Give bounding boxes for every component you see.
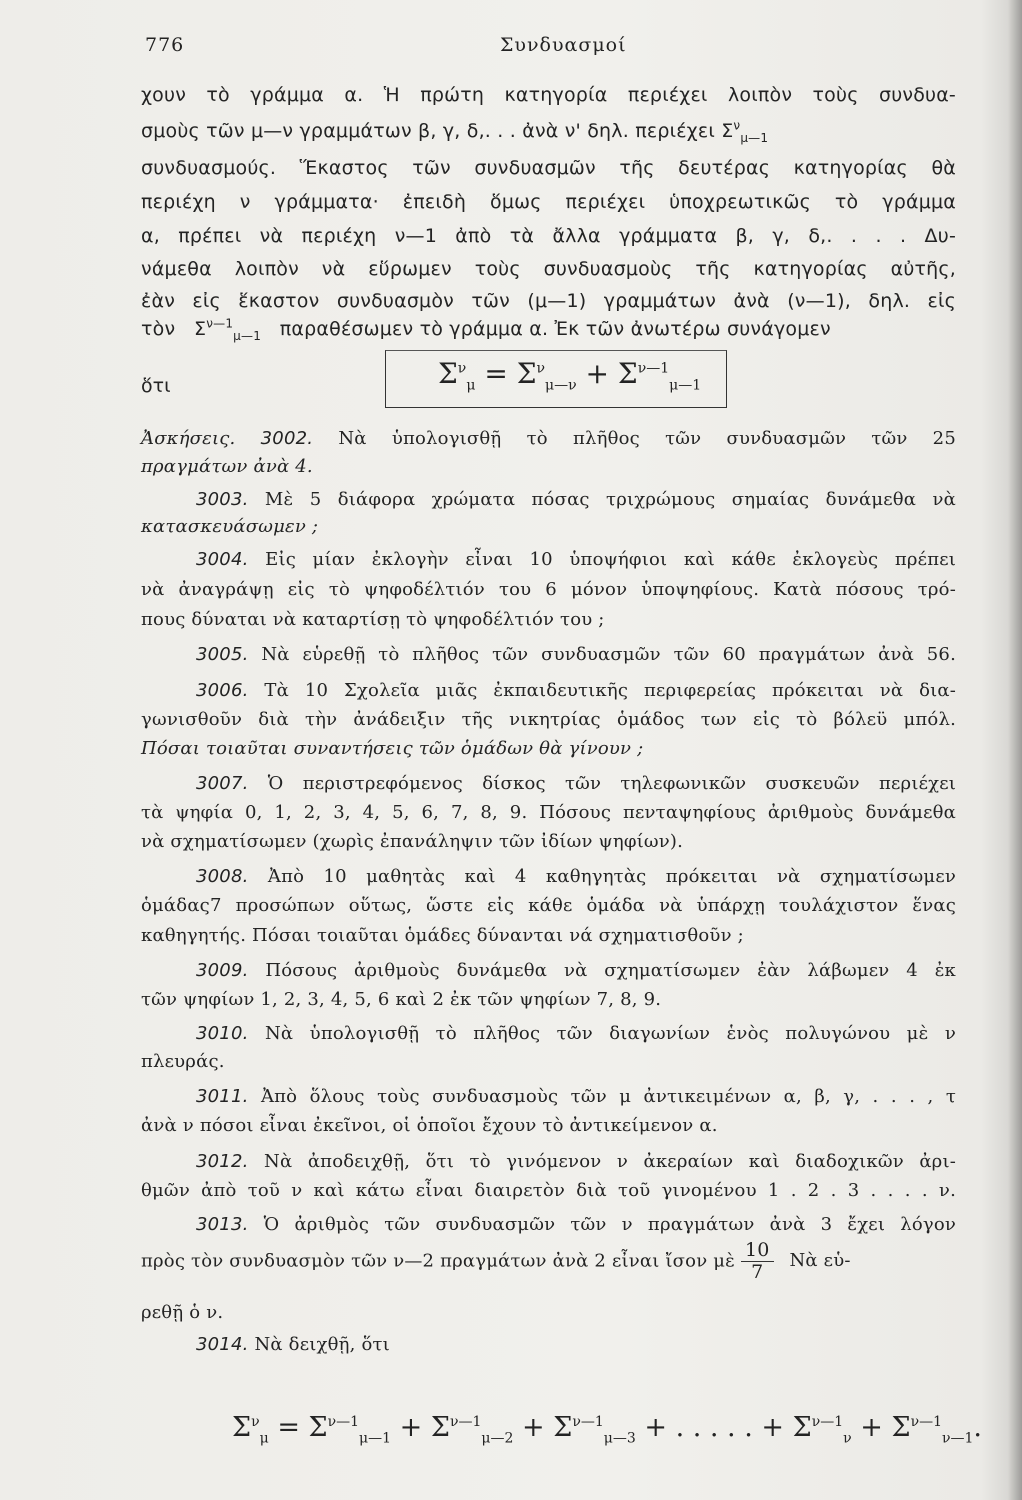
ff-e-sub: ν [843, 1430, 852, 1447]
fraction-numerator: 10 [741, 1240, 774, 1262]
ff-b-sub: μ—1 [359, 1430, 392, 1447]
exercise-3014-text-1: Νὰ δειχθῇ, ὅτι [254, 1334, 390, 1355]
exercise-3005-text-1: Νὰ εὑρεθῇ τὸ πλῆθος τῶν συνδυασμῶν τῶν 60 πραγμάτων ἀνὰ 56. [261, 644, 957, 665]
formula-sigma-3: Σ [617, 357, 638, 390]
ff-d-sub: μ—3 [603, 1430, 636, 1447]
exercise-3010-number: 3010. [196, 1023, 249, 1044]
exercise-3013-line-2 [141, 1240, 956, 1300]
fraction-denominator: 7 [751, 1260, 764, 1283]
exercise-3009-text-1: Πόσους ἀριθμοὺς δυνάμεθα νὰ σχηματίσωμεν ἐὰν λάβωμεν 4 ἐκ [265, 960, 957, 981]
intro-line-3: συνδυασμούς. Ἕκαστος τῶν συνδυασμῶν τῆς δευτέρας κατηγορίας θὰ [141, 157, 956, 179]
exercise-3008-line-2: ὁμάδας7 προσώπων οὕτως, ὥστε εἰς κάθε ὁμάδα νὰ ὑπάρχῃ τουλάχιστον ἕνας [141, 895, 956, 916]
formula-t1-sup: ν [457, 360, 467, 377]
exercise-3008-number: 3008. [196, 866, 249, 887]
ff-b-sup: ν—1 [327, 1414, 360, 1430]
intro-line-8-sub: μ—1 [233, 328, 262, 343]
exercise-3007-line-2: τὰ ψηφία 0, 1, 2, 3, 4, 5, 6, 7, 8, 9. Πόσους πενταψηφίους ἀριθμοὺς δυνάμεθα [141, 802, 956, 823]
exercise-3009-line-2: τῶν ψηφίων 1, 2, 3, 4, 5, 6 καὶ 2 ἐκ τῶν ψηφίων 7, 8, 9. [141, 989, 662, 1010]
exercise-3010-line-1 [141, 1023, 956, 1044]
ff-a-sup: ν [251, 1414, 260, 1430]
exercise-3007-line-3: νὰ σχηματίσωμεν (χωρὶς ἐπανάληψιν τῶν ἰδίων ψηφίων). [141, 831, 684, 852]
final-formula [232, 1412, 982, 1447]
exercise-3004-number: 3004. [196, 549, 249, 570]
exercise-3006-line-1 [141, 680, 956, 701]
exercise-3013-line-4: ρεθῇ ὁ ν. [141, 1302, 224, 1323]
exercise-3009-number: 3009. [196, 960, 249, 981]
ff-plus-3: + [644, 1412, 667, 1443]
exercise-3003-line-2: κατασκευάσωμεν ; [141, 516, 319, 537]
formula-sigma-2: Σ [516, 357, 537, 390]
exercise-3008-text-1: Ἀπὸ 10 μαθητὰς καὶ 4 καθηγητὰς πρόκειται νὰ σχηματίσωμεν [267, 866, 956, 887]
ff-dots: . . . . . [675, 1412, 753, 1443]
exercise-3013-text-2: πρὸς τὸν συνδυασμὸν τῶν ν—2 πραγμάτων ἀνὰ 2 εἶναι ἴσον μὲ [141, 1250, 736, 1272]
intro-line-7: ἐὰν εἰς ἕκαστον συνδυασμὸν τῶν (μ—1) γραμμάτων ἀνὰ (ν—1), δηλ. εἰς [141, 290, 956, 312]
exercise-3005-number: 3005. [196, 644, 249, 665]
exercise-3010-text-1: Νὰ ὑπολογισθῇ τὸ πλῆθος τῶν διαγωνίων ἑνὸς πολυγώνου μὲ ν [264, 1023, 956, 1044]
formula-t3-sup: ν—1 [637, 360, 670, 377]
exercise-3013-number: 3013. [196, 1214, 249, 1235]
ff-e-sup: ν—1 [811, 1414, 844, 1430]
exercise-3014-number: 3014. [196, 1334, 249, 1355]
ff-sigma-a: Σ [232, 1412, 252, 1443]
exercise-3013-line-1 [141, 1214, 956, 1235]
intro-line-5: α, πρέπει νὰ περιέχη ν—1 ἀπὸ τὰ ἄλλα γράμματα β, γ, δ,. . . . Δυ- [141, 225, 956, 247]
formula-eq: = [484, 357, 508, 390]
exercise-3011-number: 3011. [196, 1086, 249, 1107]
formula-t2-sup: ν [536, 360, 546, 377]
exercise-3004-line-2: νὰ ἀναγράψῃ εἰς τὸ ψηφοδέλτιόν του 6 μόνον ὑποψηφίους. Κατὰ πόσους τρό- [141, 579, 956, 600]
page-header [0, 30, 1022, 60]
ff-end: . [973, 1412, 982, 1443]
exercise-3002-line-1 [141, 428, 956, 449]
exercise-3009-line-1 [141, 960, 956, 981]
exercise-3006-line-3: Πόσαι τοιαῦται συναντήσεις τῶν ὁμάδων θὰ γίνουν ; [141, 738, 644, 759]
exercise-3007-number: 3007. [196, 773, 249, 794]
intro-line-8-sup: ν—1 [206, 316, 234, 331]
exercise-3011-line-2: ἀνὰ ν πόσοι εἶναι ἐκεῖνοι, οἱ ὁποῖοι ἔχουν τὸ ἀντικείμενον α. [141, 1115, 718, 1136]
page-edge [1008, 0, 1022, 1500]
ff-f-sup: ν—1 [910, 1414, 942, 1430]
oti-label: ὅτι [141, 375, 171, 397]
exercise-3008-line-3: καθηγητής. Πόσαι τοιαῦται ὁμάδες δύνανται νά σχηματισθοῦν ; [141, 925, 744, 946]
ff-sigma-e: Σ [792, 1412, 812, 1443]
intro-line-6: νάμεθα λοιπὸν νὰ εὕρωμεν τοὺς συνδυασμοὺς τῆς κατηγορίας αὐτῆς, [141, 258, 956, 280]
intro-line-8 [141, 316, 956, 343]
page-number: 776 [145, 34, 185, 56]
exercises-label: Ἀσκήσεις. [141, 428, 236, 449]
boxed-formula [438, 357, 702, 394]
ff-plus-1: + [399, 1412, 423, 1443]
exercise-3006-text-1: Τὰ 10 Σχολεῖα μιᾶς ἐκπαιδευτικῆς περιφερείας πρόκειται νὰ δια- [264, 680, 957, 701]
ff-eq: = [277, 1412, 300, 1443]
exercise-3011-line-1 [141, 1086, 956, 1107]
exercise-3002-number: 3002. [260, 428, 314, 449]
intro-line-2-text: σμοὺς τῶν μ—ν γραμμάτων β, γ, δ,. . . ἀνὰ ν' δηλ. περιέχει Σ [141, 120, 734, 142]
intro-line-2 [141, 118, 956, 145]
ff-sigma-b: Σ [308, 1412, 328, 1443]
exercise-3014-line-1 [141, 1334, 956, 1355]
ff-sigma-d: Σ [553, 1412, 573, 1443]
exercise-3003-text-1: Μὲ 5 διάφορα χρώματα πόσας τριχρώμους σημαίας δυνάμεθα νὰ [264, 489, 956, 510]
exercise-3003-line-1 [141, 489, 956, 510]
exercise-3006-line-2: γωνισθοῦν διὰ τὴν ἀνάδειξιν τῆς νικητρίας ὁμάδος των εἰς τὸ βόλεϋ μπόλ. [141, 709, 956, 730]
ff-sigma-c: Σ [430, 1412, 450, 1443]
exercise-3013-text-1: Ὁ ἀριθμὸς τῶν συνδυασμῶν τῶν ν πραγμάτων ἀνὰ 3 ἔχει λόγον [263, 1214, 956, 1235]
exercise-3012-text-1: Νὰ ἀποδειχθῇ, ὅτι τὸ γινόμενον ν ἀκεραίων καὶ διαδοχικῶν ἀρι- [264, 1151, 957, 1172]
exercise-3004-line-1 [141, 549, 956, 570]
exercise-3011-text-1: Ἀπὸ ὅλους τοὺς συνδυασμοὺς τῶν μ ἀντικειμένων α, β, γ, . . . , τ [260, 1086, 956, 1107]
ff-sigma-f: Σ [891, 1412, 911, 1443]
exercise-3012-line-2: θμῶν ἀπὸ τοῦ ν καὶ κάτω εἶναι διαιρετὸν διὰ τοῦ γινομένου 1 . 2 . 3 . . . . ν. [141, 1180, 956, 1201]
exercise-3002-line-2: πραγμάτων ἀνὰ 4. [141, 456, 313, 477]
formula-t3-sub: μ—1 [669, 377, 702, 394]
ff-plus-5: + [860, 1412, 883, 1443]
exercise-3002-text-1: Νὰ ὑπολογισθῇ τὸ πλῆθος τῶν συνδυασμῶν τῶν 25 [338, 428, 956, 449]
exercise-3012-line-1 [141, 1151, 956, 1172]
intro-line-2-sup: ν [733, 118, 741, 133]
ff-f-sub: ν—1 [941, 1430, 974, 1447]
exercise-3005-line-1 [141, 644, 956, 665]
formula-plus: + [585, 357, 609, 390]
formula-t2-sub: μ—ν [545, 377, 577, 394]
exercise-3008-line-1 [141, 866, 956, 887]
ff-c-sup: ν—1 [449, 1414, 482, 1430]
fraction-ten-sevenths [741, 1240, 774, 1283]
ff-plus-2: + [522, 1412, 545, 1443]
intro-line-1: χουν τὸ γράμμα α. Ἡ πρώτη κατηγορία περιέχει λοιπὸν τοὺς συνδυα- [141, 84, 956, 106]
ff-d-sup: ν—1 [572, 1414, 604, 1430]
intro-line-4: περιέχη ν γράμματα· ἐπειδὴ ὅμως περιέχει ὑποχρεωτικῶς τὸ γράμμα [141, 191, 956, 213]
ff-plus-4: + [761, 1412, 785, 1443]
exercise-3007-text-1: Ὁ περιστρεφόμενος δίσκος τῶν τηλεφωνικῶν συσκευῶν περιέχει [267, 773, 956, 794]
formula-sigma-1: Σ [438, 357, 458, 390]
exercise-3006-number: 3006. [196, 680, 249, 701]
ff-a-sub: μ [259, 1430, 269, 1447]
intro-line-2-sub: μ—1 [740, 130, 769, 145]
formula-t1-sub: μ [466, 377, 476, 394]
exercise-3004-text-1: Εἰς μίαν ἐκλογὴν εἶναι 10 ὑποψήφιοι καὶ κάθε ἐκλογεὺς πρέπει [265, 549, 957, 570]
exercise-3003-number: 3003. [196, 489, 249, 510]
intro-line-8-text: παραθέσωμεν τὸ γράμμα α. Ἐκ τῶν ἀνωτέρω συνάγομεν [279, 318, 831, 340]
page-title: Συνδυασμοί [500, 34, 627, 56]
intro-line-8-sigma: Σ [194, 318, 207, 340]
exercise-3007-line-1 [141, 773, 956, 794]
ff-c-sub: μ—2 [481, 1430, 514, 1447]
intro-line-8-ton: τὸν [141, 318, 176, 340]
exercise-3004-line-3: πους δύναται νὰ καταρτίσῃ τὸ ψηφοδέλτιόν του ; [141, 609, 605, 630]
exercise-3012-number: 3012. [196, 1151, 249, 1172]
exercise-3010-line-2: πλευράς. [141, 1051, 225, 1072]
exercise-3013-text-3: Νὰ εὑ- [789, 1250, 851, 1272]
